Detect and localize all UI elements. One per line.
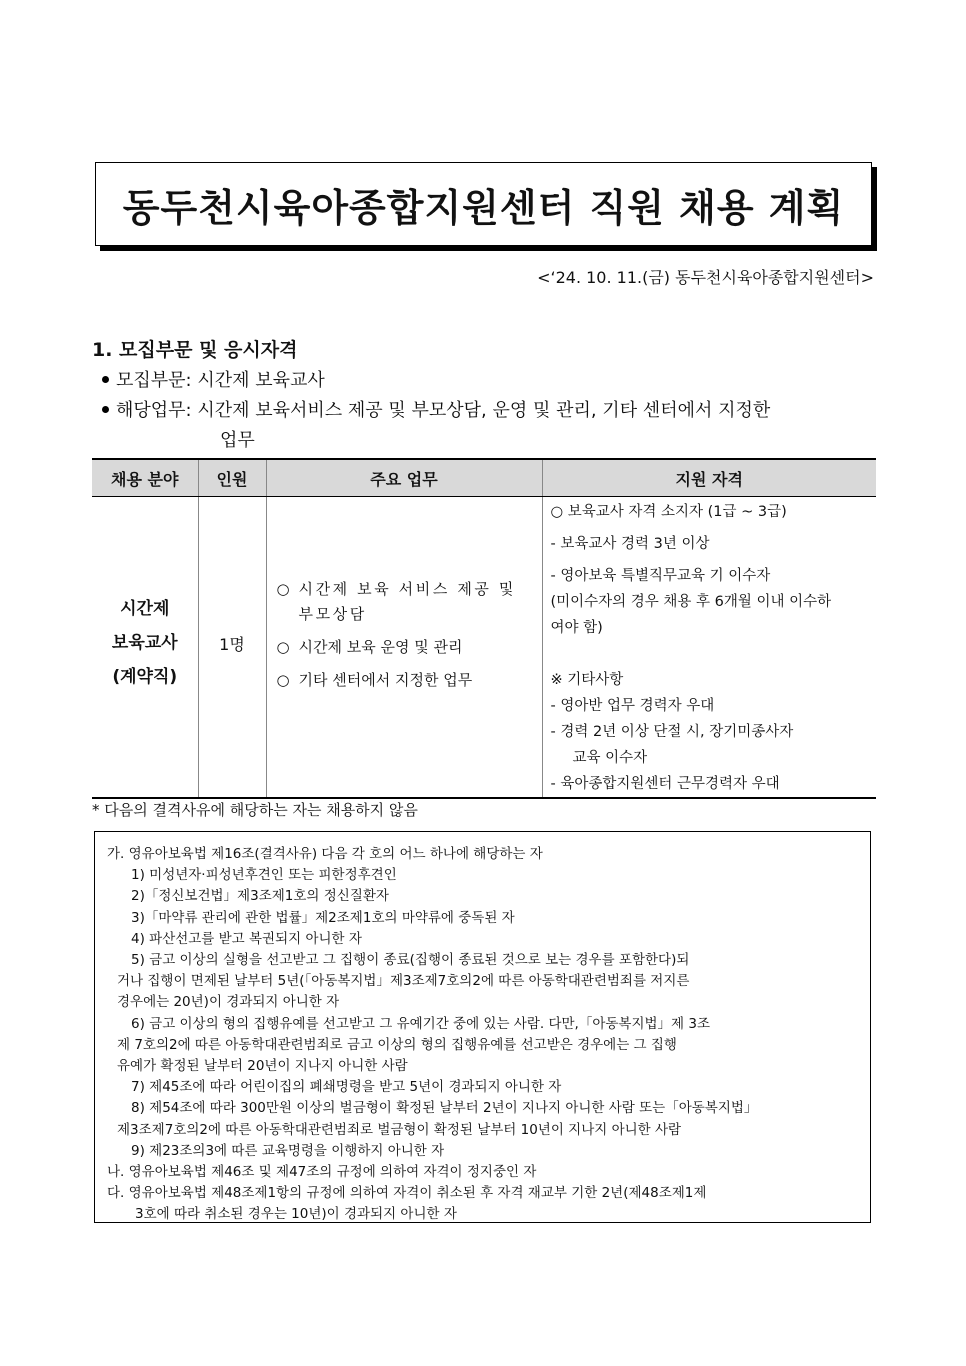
bullet-dot-icon [102, 376, 109, 383]
field-line: 보육교사 [111, 633, 178, 653]
duty-text: 시간제 보육 운영 및 관리 [298, 638, 463, 656]
table-row [92, 497, 876, 799]
title-box [95, 162, 872, 246]
disqualification-box [94, 831, 871, 1223]
bullet-text: 해당업무: 시간제 보육서비스 제공 및 부모상담, 운영 및 관리, 기타 센터에서 지정한 [116, 400, 771, 421]
bullet-duties [102, 396, 770, 422]
header-duties: 주요 업무 [266, 459, 542, 497]
disq-item: 3)「마약류 관리에 관한 법률」제2조제1호의 마약류에 중독된 자 [131, 909, 515, 926]
qualification-line: ※ 기타사항 [550, 672, 624, 688]
qualifications-cell [542, 497, 876, 799]
disq-item: 8) 제54조에 따라 300만원 이상의 벌금형이 확정된 날부터 2년이 지나지 아니한 사람 또는「아동복지법」 [131, 1100, 758, 1117]
disq-item: 4) 파산선고를 받고 복권되지 아니한 자 [131, 930, 362, 947]
disq-item: 1) 미성년자·피성년후견인 또는 피한정후견인 [131, 867, 397, 884]
disq-item: 5) 금고 이상의 실형을 선고받고 그 집행이 종료(집행이 종료된 것으로 보는 경우를 포함한다)되 [131, 952, 690, 969]
header-field: 채용 분야 [92, 459, 198, 497]
bullet-dot-icon [102, 406, 109, 413]
disq-item-continued: 거나 집행이 면제된 날부터 5년(「아동복지법」제3조제7호의2에 따른 아동학대관련범죄를 저지른 [117, 973, 690, 990]
qualification-line: 여야 함) [550, 620, 603, 636]
bullet-text: 모집부문: 시간제 보육교사 [116, 370, 325, 391]
table-header-row [92, 459, 876, 497]
disq-item-continued: 유예가 확정된 날부터 20년이 지나지 아니한 사람 [117, 1058, 408, 1075]
disqualification-note: * 다음의 결격사유에 해당하는 자는 채용하지 않음 [92, 801, 418, 819]
section-title: 1. 모집부문 및 응시자격 [92, 339, 298, 361]
disq-item-continued: 제3조제7호의2에 따른 아동학대관련범죄로 벌금형이 확정된 날부터 10년이 지나지 아니한 사람 [117, 1121, 682, 1138]
qualification-line: ○ 보육교사 자격 소지자 (1급 ~ 3급) [550, 504, 787, 520]
page-title: 동두천시육아종합지원센터 직원 채용 계획 [122, 184, 845, 230]
disq-item-continued: 제 7호의2에 따른 아동학대관련범죄로 금고 이상의 형의 집행유예를 선고받은 경우에는 그 집행 [117, 1036, 677, 1053]
duty-text: 기타 센터에서 지정한 업무 [298, 671, 473, 689]
bullet-recruit-field [102, 366, 325, 392]
header-qualifications: 지원 자격 [542, 459, 876, 497]
circle-mark-icon: ○ [276, 671, 290, 689]
qualification-line: - 경력 2년 이상 단절 시, 장기미종사자 [550, 724, 794, 740]
duty-text: 시간제 보육 서비스 제공 및 부모상담 [298, 580, 516, 623]
recruit-table [92, 458, 876, 799]
qualification-line: (미이수자의 경우 채용 후 6개월 이내 이수하 [550, 594, 832, 610]
disq-item: 6) 금고 이상의 형의 집행유예를 선고받고 그 유예기간 중에 있는 사람. 다만,「아동복지법」제 3조 [131, 1015, 710, 1032]
qualification-line: - 영아보육 특별직무교육 기 이수자 [550, 568, 771, 584]
bullet-duties-continued: 업무 [220, 430, 255, 451]
disq-heading-da: 다. 영유아보육법 제48조제1항의 규정에 의하여 자격이 취소된 후 자격 재교부 기한 2년(제48조제1제 [107, 1185, 707, 1202]
disq-heading-da-continued: 3호에 따라 취소된 경우는 10년)이 경과되지 아니한 자 [135, 1206, 457, 1223]
duty-item [277, 577, 534, 627]
count-value: 1명 [219, 634, 245, 654]
header-count: 인원 [198, 459, 266, 497]
duty-item [277, 635, 534, 660]
duty-item [277, 668, 534, 693]
disq-item: 2)「정신보건법」제3조제1호의 정신질환자 [131, 888, 389, 905]
field-line: (계약직) [112, 667, 178, 687]
qualification-line: - 영아반 업무 경력자 우대 [550, 698, 715, 714]
disq-heading-na: 나. 영유아보육법 제46조 및 제47조의 규정에 의하여 자격이 정지중인 자 [107, 1164, 537, 1181]
date-line: <‘24. 10. 11.(금) 동두천시육아종합지원센터> [537, 268, 874, 287]
disq-item-continued: 경우에는 20년)이 경과되지 아니한 자 [117, 994, 340, 1011]
disq-item: 7) 제45조에 따라 어린이집의 폐쇄명령을 받고 5년이 경과되지 아니한 자 [131, 1079, 562, 1096]
circle-mark-icon: ○ [276, 638, 290, 656]
duties-cell [266, 497, 542, 799]
disq-item: 9) 제23조의3에 따른 교육명령을 이행하지 아니한 자 [131, 1142, 445, 1159]
circle-mark-icon: ○ [276, 580, 290, 598]
field-line: 시간제 [120, 599, 170, 619]
disq-heading-ga: 가. 영유아보육법 제16조(결격사유) 다음 각 호의 어느 하나에 해당하는 자 [107, 846, 543, 862]
count-cell [198, 497, 266, 799]
field-cell [92, 497, 198, 799]
qualification-line: - 육아종합지원센터 근무경력자 우대 [550, 776, 780, 792]
qualification-line: 교육 이수자 [572, 750, 648, 766]
qualification-line: - 보육교사 경력 3년 이상 [550, 536, 710, 552]
